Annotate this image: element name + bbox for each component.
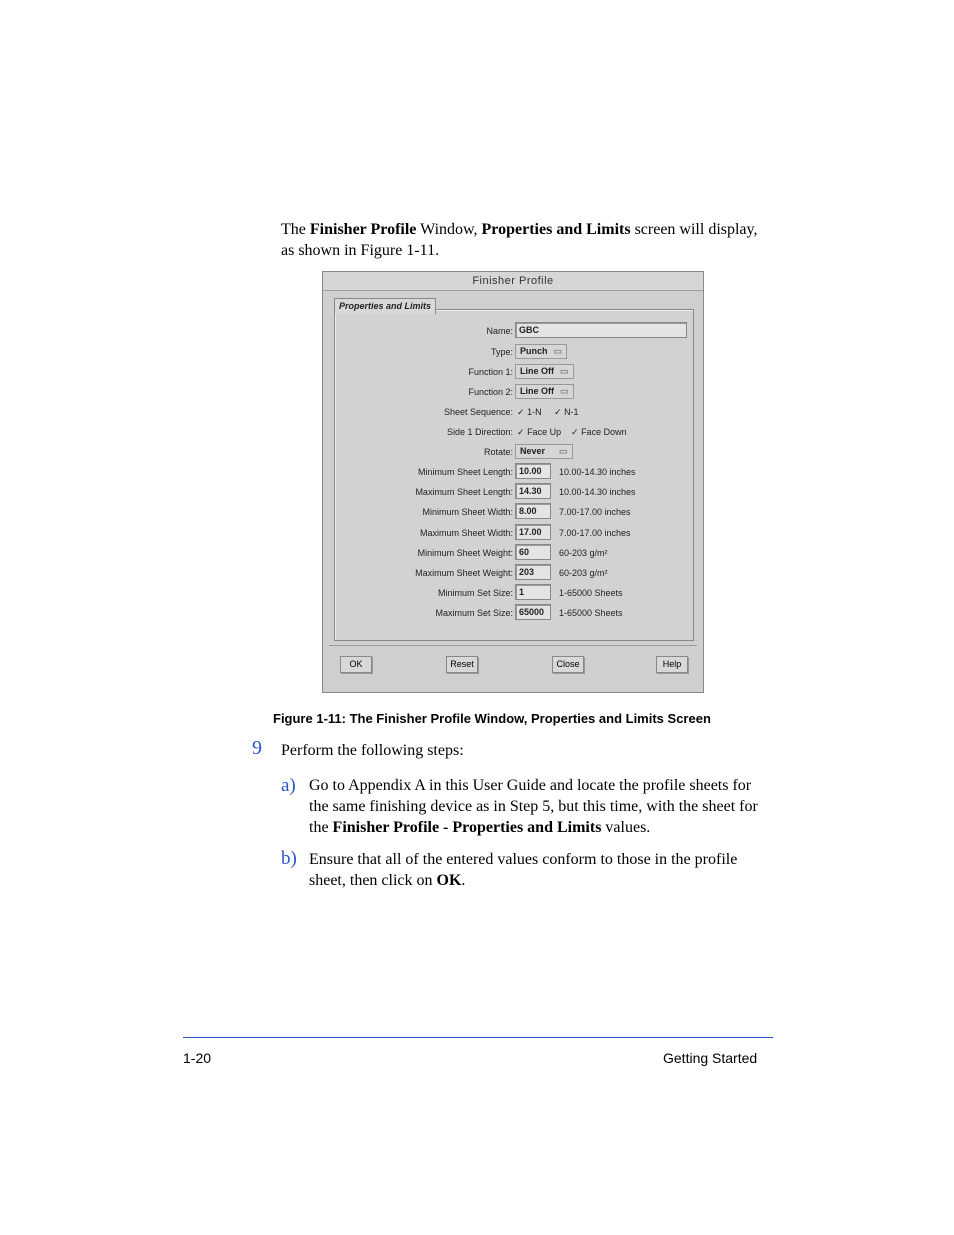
name-row: [323, 322, 705, 340]
finisher-profile-window: [322, 271, 704, 693]
limit-field[interactable]: 60: [515, 544, 551, 560]
substep-b-text-2: .: [461, 872, 466, 889]
function2-menu[interactable]: [515, 384, 574, 399]
menu-indicator-icon: ▭: [553, 346, 563, 356]
limit-row: [323, 604, 705, 622]
limit-label: Maximum Set Size:: [435, 608, 513, 618]
limit-row: [323, 483, 705, 501]
help-button[interactable]: Help: [656, 656, 688, 673]
limit-field[interactable]: 8.00: [515, 503, 551, 519]
limit-label: Maximum Sheet Width:: [419, 528, 513, 538]
side1-direction-row: [323, 423, 705, 441]
window-title: Finisher Profile: [323, 272, 703, 291]
step-number: 9: [252, 737, 262, 759]
intro-paragraph: [281, 219, 761, 261]
button-bar: [334, 648, 692, 678]
limit-row: [323, 524, 705, 542]
function2-value: Line Off: [520, 386, 554, 396]
intro-bold-1: Finisher Profile: [309, 221, 417, 238]
limit-label: Maximum Sheet Weight:: [415, 568, 513, 578]
face-down-checkbox[interactable]: [571, 423, 627, 441]
substep-b-bold: OK: [436, 872, 462, 889]
function1-label: Function 1:: [468, 367, 513, 377]
sheet-sequence-label: Sheet Sequence:: [443, 407, 513, 417]
limit-label: Minimum Set Size:: [437, 588, 513, 598]
substep-a-bold: Finisher Profile - Properties and Limits: [332, 819, 602, 836]
button-bar-divider: [329, 645, 697, 646]
limit-row: [323, 463, 705, 481]
type-label: Type:: [490, 347, 513, 357]
rotate-row: [323, 443, 705, 461]
limit-range: 1-65000 Sheets: [559, 608, 623, 618]
limit-field[interactable]: 1: [515, 584, 551, 600]
limit-range: 60-203 g/m²: [559, 548, 608, 558]
page-number: 1-20: [183, 1050, 212, 1066]
intro-text-2: Window,: [416, 221, 482, 238]
limit-range: 60-203 g/m²: [559, 568, 608, 578]
menu-indicator-icon: ▭: [560, 366, 569, 376]
substep-text-a: [309, 775, 774, 838]
step-text: Perform the following steps:: [281, 742, 464, 759]
menu-indicator-icon: ▭: [559, 446, 568, 456]
rotate-value: Never: [520, 446, 546, 456]
substep-a-text-2: values.: [601, 819, 651, 836]
check-icon: ✓: [517, 407, 525, 417]
substep-a-text-1: Go to Appendix A in this User Guide and locate the profile sheets for the same finishing device as in Step 5, but this time, with the sheet for the: [309, 777, 758, 836]
rotate-label: Rotate:: [483, 447, 513, 457]
sheet-sequence-1n-checkbox[interactable]: [517, 403, 542, 421]
section-title: Getting Started: [663, 1050, 758, 1066]
name-label: Name:: [486, 326, 513, 336]
limit-range: 10.00-14.30 inches: [559, 487, 636, 497]
limit-label: Minimum Sheet Width:: [422, 507, 513, 517]
tab-properties-and-limits[interactable]: Properties and Limits: [334, 298, 436, 314]
function2-row: [323, 383, 705, 401]
face-down-label: Face Down: [581, 427, 627, 437]
menu-indicator-icon: ▭: [560, 386, 569, 396]
type-menu[interactable]: [515, 344, 567, 359]
limit-row: [323, 503, 705, 521]
sheet-sequence-n1-label: N-1: [564, 407, 579, 417]
substep-b-text-1: Ensure that all of the entered values conform to those in the profile sheet, then click on: [309, 851, 738, 889]
close-button[interactable]: Close: [552, 656, 584, 673]
check-icon: ✓: [517, 427, 525, 437]
limit-range: 7.00-17.00 inches: [559, 528, 631, 538]
check-icon: ✓: [571, 427, 579, 437]
name-field[interactable]: GBC: [515, 322, 687, 338]
limit-range: 1-65000 Sheets: [559, 588, 623, 598]
limit-row: [323, 584, 705, 602]
limit-row: [323, 544, 705, 562]
limit-label: Minimum Sheet Weight:: [417, 548, 513, 558]
substep-label-a: a): [281, 775, 296, 796]
footer-rule: [183, 1037, 773, 1038]
type-value: Punch: [520, 346, 548, 356]
sheet-sequence-row: [323, 403, 705, 421]
limit-label: Maximum Sheet Length:: [415, 487, 513, 497]
rotate-menu[interactable]: [515, 444, 573, 459]
limit-label: Minimum Sheet Length:: [417, 467, 513, 477]
limit-field[interactable]: 65000: [515, 604, 551, 620]
limit-field[interactable]: 17.00: [515, 524, 551, 540]
limit-field[interactable]: 14.30: [515, 483, 551, 499]
check-icon: ✓: [554, 407, 562, 417]
ok-button[interactable]: OK: [340, 656, 372, 673]
type-row: [323, 343, 705, 361]
limit-range: 10.00-14.30 inches: [559, 467, 636, 477]
face-up-checkbox[interactable]: [517, 423, 561, 441]
limit-field[interactable]: 203: [515, 564, 551, 580]
substep-text-b: [309, 849, 774, 891]
figure-caption: Figure 1-11: The Finisher Profile Window, Properties and Limits Screen: [273, 711, 711, 726]
function1-value: Line Off: [520, 366, 554, 376]
sheet-sequence-1n-label: 1-N: [527, 407, 542, 417]
sheet-sequence-n1-checkbox[interactable]: [554, 403, 579, 421]
intro-text-1: The: [281, 221, 310, 238]
function2-label: Function 2:: [468, 387, 513, 397]
limit-range: 7.00-17.00 inches: [559, 507, 631, 517]
intro-bold-2: Properties and Limits: [481, 221, 631, 238]
intro-text-3: screen will display, as shown in Figure 1-11.: [281, 221, 758, 259]
side1-direction-label: Side 1 Direction:: [446, 427, 513, 437]
limit-row: [323, 564, 705, 582]
function1-row: [323, 363, 705, 381]
reset-button[interactable]: Reset: [446, 656, 478, 673]
substep-label-b: b): [281, 848, 297, 869]
face-up-label: Face Up: [527, 427, 562, 437]
limit-field[interactable]: 10.00: [515, 463, 551, 479]
function1-menu[interactable]: [515, 364, 574, 379]
